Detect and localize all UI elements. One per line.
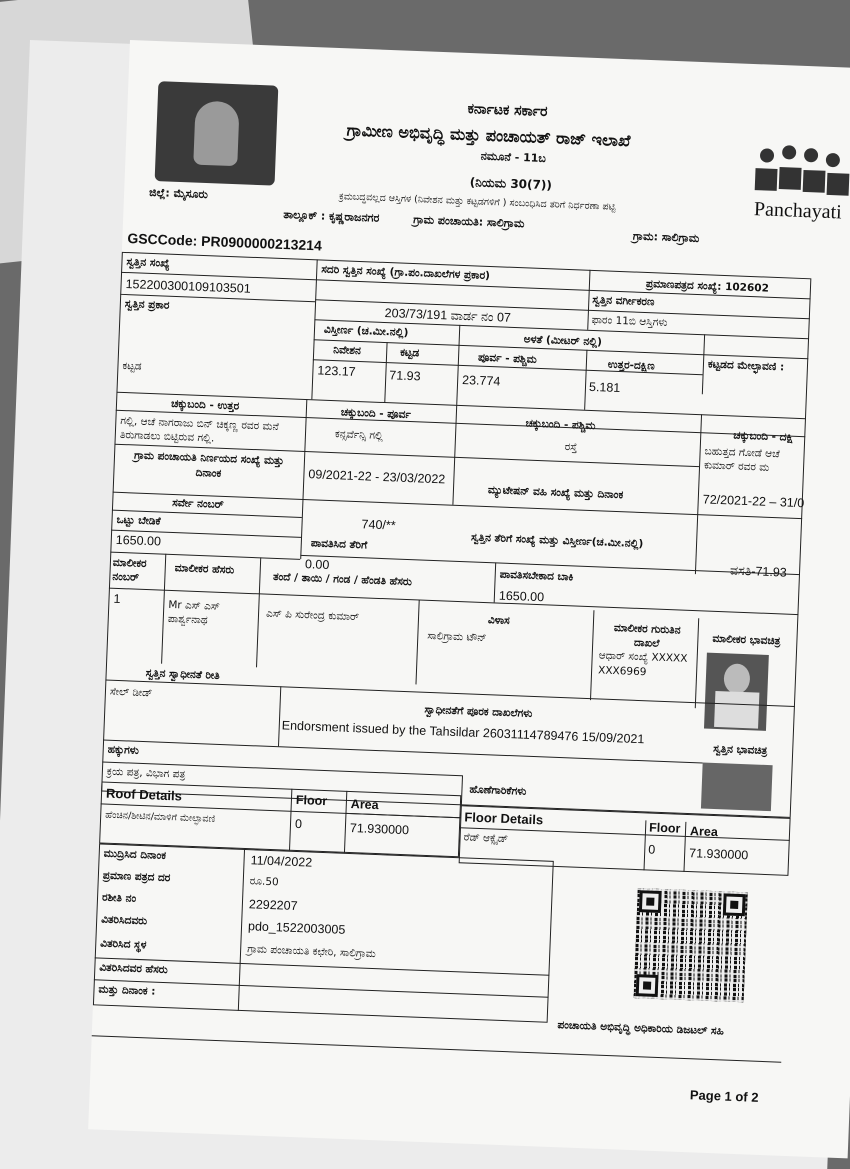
west-boundary: ರಸ್ತೆ (564, 440, 578, 454)
east-label: ಚಕ್ಕುಬಂದಿ - ಪೂರ್ವ (340, 406, 411, 422)
roof-area-label: Area (350, 797, 379, 813)
floor-desc-label: ಕಟ್ಟಡದ ಮೇಲ್ಛಾವಣಿ : (707, 358, 785, 374)
owner-idproof: ಆಧಾರ್ ಸಂಖ್ಯೆ XXXXXXXX6969 (597, 649, 688, 679)
ew-label: ಪೂರ್ವ - ಪಶ್ಚಿಮ (477, 351, 537, 366)
govt-name: ಕರ್ನಾಟಕ ಸರ್ಕಾರ (467, 101, 548, 121)
issuer-label: ವಿತರಿಸಿದವರು (100, 913, 148, 928)
gram-panchayat: ಗ್ರಾಮ ಪಂಚಾಯತಿ: ಸಾಲಿಗ್ರಾಮ (413, 213, 525, 231)
owner-no: 1 (113, 591, 121, 607)
digital-sign-label: ಪಂಚಾಯತಿ ಅಭಿವೃದ್ಧಿ ಅಧಿಕಾರಿಯ ಡಿಜಟಲ್ ಸಹಿ (557, 1019, 724, 1038)
receipt-value: 2292207 (248, 897, 298, 914)
gsc-code: GSCCode: PR0900000213214 (127, 230, 323, 254)
acq-value: ಸೇಲ್ ಡೀಡ್ (109, 685, 153, 700)
south-boundary: ಬಹುತ್ತದ ಗೋಡೆ ಆಚೆ ಕುಮಾರ್ ರವರ ಮ (703, 445, 780, 474)
paid-label: ಪಾವತಿಸಿದ ತೆರಿಗೆ (310, 537, 368, 552)
ew-value: 23.774 (461, 373, 501, 389)
property-photo (701, 763, 773, 812)
tax-area-value: ವಸತಿ-71.93 (729, 563, 788, 580)
subtitle: ಕ್ರಮಬದ್ಧವಲ್ಲದ ಆಸ್ತಿಗಳ (ನಿವೇಶನ ಮತ್ತು ಕಟ್ಟಡಗಳಿಗೆ ) ಸಂಬಂಧಿಸಿದ ತರಿಗೆ ನಿರ್ಧರಣಾ ಪಟ್ಟಿ (338, 191, 616, 213)
north-boundary: ಗಲ್ಲಿ, ಆಚೆ ನಾಗರಾಜು ಬಿನ್ ಚಿಕ್ಕಣ್ಣ ರವರ ಮನೆ ತಿರುಗಾಡಲು ಬಿಟ್ಟಿರುವ ಗಲ್ಲಿ. (119, 414, 279, 445)
taluk: ತಾಲ್ಲೂಕ್ : ಕೃಷ್ಣರಾಜನಗರ (283, 208, 380, 225)
karnataka-emblem-icon (155, 81, 279, 186)
site-area: 123.17 (317, 363, 356, 379)
receipt-label: ರಶೀತಿ ನಂ (101, 891, 137, 905)
page-number: Page 1 of 2 (689, 1087, 759, 1105)
support-value: Endorsment issued by the Tahsildar 26031114789476 15/09/2021 (281, 718, 645, 747)
form-number: ನಮೂನೆ - 11ಬ (480, 149, 547, 166)
floor-title: Floor Details (464, 809, 544, 828)
tax-area-label: ಸ್ವತ್ತಿನ ತೆರಿಗೆ ಸಂಖ್ಯೆ ಮತ್ತು ವಿಸ್ತೀರ್ಣ(ಚ.ಮೀ.ನಲ್ಲಿ) (470, 531, 644, 551)
print-date-label: ಮುದ್ರಿಸಿದ ದಿನಾಂಕ (103, 847, 167, 862)
type-value: ಕಟ್ಟಡ (122, 359, 142, 373)
class-label: ಸ್ವತ್ತಿನ ವರ್ಗೀಕರಣ (592, 293, 655, 309)
survey-value: 740/** (361, 517, 396, 533)
issuer-value: pdo_1522003005 (247, 919, 346, 937)
dept-name: ಗ್ರಾಮೀಣ ಅಭಿವೃದ್ಧಿ ಮತ್ತು ಪಂಚಾಯತ್ ರಾಜ್ ಇಲಾಖೆ (346, 120, 631, 151)
paid-value: 0.00 (304, 557, 330, 573)
north-label: ಚಕ್ಕುಬಂದಿ - ಉತ್ತರ (170, 397, 240, 413)
roof-title: Roof Details (105, 785, 183, 804)
area-label: ವಿಸ್ತೀರ್ಣ (ಚ.ಮೀ.ನಲ್ಲಿ) (323, 323, 409, 339)
father-name: ಎಸ್ ಪಿ ಸುರೇಂದ್ರ ಕುಮಾರ್ (265, 607, 360, 624)
mutation-value: 72/2021-22 – 31/0 (702, 492, 805, 511)
village: ಗ್ರಾಮ: ಸಾಲಿಗ್ರಾಮ (632, 229, 700, 245)
floor-area: 71.930000 (688, 846, 749, 863)
logo-text: Panchayati (753, 198, 843, 224)
rights-label: ಹಕ್ಕುಗಳು (107, 743, 140, 757)
roof-area: 71.930000 (349, 821, 410, 838)
resolution-label: ಗ್ರಾಮ ಪಂಚಾಯತಿ ನಿರ್ಣಯದ ಸಂಖ್ಯೆ ಮತ್ತು ದಿನಾಂಕ (133, 449, 285, 480)
owner-photo-label: ಮಾಲೀಕರ ಭಾವಚಿತ್ರ (712, 632, 781, 648)
resolution-value: 09/2021-22 - 23/03/2022 (308, 467, 446, 487)
south-label: ಚಕ್ಕುಬಂದಿ - ದಕ್ಷಿ (733, 429, 794, 444)
owner-photo (704, 653, 769, 731)
gp-no: 203/73/191 ವಾರ್ಡ ನಂ 07 (384, 305, 512, 325)
roof-type: ಹೆಂಚಿನ/ಶೀಟಿನ/ಮಾಳಿಗೆ ಮೇಲ್ಛಾವಣಿ (105, 809, 216, 825)
issuer-name-label: ವಿತರಿಸಿದವರ ಹೆಸರು (99, 961, 168, 977)
survey-label: ಸರ್ವೇ ನಂಬರ್ (172, 496, 224, 511)
print-date: 11/04/2022 (250, 853, 313, 870)
rule-number: (ನಿಯಮ 30(7)) (469, 175, 553, 193)
idproof-label: ಮಾಲೀಕರ ಗುರುತಿನ ದಾಖಲೆ (613, 622, 681, 650)
building-label: ಕಟ್ಟಡ (399, 346, 420, 360)
type-label: ಸ್ವತ್ತಿನ ಪ್ರಕಾರ (124, 298, 170, 312)
roof-floor: 0 (294, 816, 303, 832)
place-value: ಗ್ರಾಮ ಪಂಚಾಯತಿ ಕಛೇರಿ, ಸಾಲಿಗ್ರಾಮ (246, 943, 376, 961)
support-label: ಸ್ವಾಧೀನತೆಗೆ ಪೂರಕ ದಾಖಲೆಗಳು (424, 703, 533, 720)
floor-area-label: Area (689, 824, 719, 840)
panchayati-logo (753, 144, 850, 229)
date-label: ಮತ್ತು ದಿನಾಂಕ : (98, 983, 156, 998)
site-label: ನಿವೇಶನ (333, 344, 362, 358)
east-boundary: ಕನ್ಸರ್ವೆನ್ಸಿ ಗಲ್ಲಿ (334, 428, 384, 442)
mutation-label: ಮ್ಯುಟೇಷನ್ ವಹಿ ಸಂಖ್ಯೆ ಮತ್ತು ದಿನಾಂಕ (487, 484, 624, 502)
ns-label: ಉತ್ತರ-ದಕ್ಷಿಣ (607, 358, 655, 373)
balance-value: 1650.00 (498, 588, 545, 605)
floor-floor-label: Floor (648, 820, 681, 836)
floor-floor: 0 (648, 842, 656, 857)
dim-label: ಅಳತೆ (ಮೀಟರ್ ನಲ್ಲಿ) (523, 333, 603, 349)
demand-value: 1650.00 (115, 532, 162, 549)
balance-label: ಪಾವತಿಸಬೇಕಾದ ಬಾಕಿ (499, 568, 574, 584)
cert-number: ಪ್ರಮಾಣಪತ್ರದ ಸಂಖ್ಯೆ: 102602 (645, 277, 770, 295)
class-value: ಫಾರಂ 11ಬಿ ಆಸ್ತಿಗಳು (591, 313, 668, 329)
roof-floor-label: Floor (295, 792, 328, 809)
assessment-sheet (88, 40, 850, 1158)
qr-code-icon (634, 888, 748, 1002)
owner-no-label: ಮಾಲೀಕರ ನಂಬರ್ (112, 556, 147, 584)
fee-value: ರೂ.50 (249, 875, 279, 889)
demand-label: ಒಟ್ಟು ಬೇಡಿಕೆ (116, 513, 161, 528)
liabilities-label: ಹೊಣೆಗಾರಿಕೆಗಳು (469, 783, 527, 798)
rights-value: ಕ್ರಯ ಪತ್ರ, ವಿಭಾಗ ಪತ್ರ (106, 765, 186, 781)
prop-photo-label: ಸ್ವತ್ತಿನ ಭಾವಚಿತ್ರ (712, 742, 768, 757)
address-label: ವಿಳಾಸ (487, 614, 510, 628)
floor-type: ರೆಡ್ ಆಕ್ಸೈಡ್ (463, 831, 509, 846)
acq-label: ಸ್ವತ್ತಿನ ಸ್ವಾಧೀನತೆ ರೀತಿ (145, 667, 220, 682)
owner-name-label: ಮಾಲೀಕರ ಹೆಸರು (174, 562, 235, 577)
west-label: ಚಕ್ಕುಬಂದಿ - ಪಶ್ಚಿಮ (525, 417, 596, 433)
district: ಜಿಲ್ಲೆ: ಮೈಸೂರು (148, 185, 209, 202)
fee-label: ಪ್ರಮಾಣ ಪತ್ರದ ದರ (102, 869, 171, 885)
prop-no-label: ಸ್ವತ್ತಿನ ಸಂಖ್ಯೆ (126, 256, 170, 270)
father-label: ತಂದೆ / ತಾಯಿ / ಗಂಡ / ಹೆಂಡತಿ ಹೆಸರು (272, 570, 413, 589)
gp-no-label: ಸದರಿ ಸ್ವತ್ತಿನ ಸಂಖ್ಯೆ (ಗ್ರಾ.ಪಂ.ದಾಖಲೆಗಳ ಪ್ರಕಾರ) (321, 263, 491, 282)
owner-name: Mr ಎಸ್ ಎಸ್ ಪಾರ್ಶ್ವನಾಥ (167, 598, 221, 627)
owner-address: ಸಾಲಿಗ್ರಾಮ ಟೌನ್ (427, 629, 487, 645)
place-label: ವಿತರಿಸಿದ ಸ್ಥಳ (100, 937, 147, 952)
building-area: 71.93 (389, 368, 421, 384)
ns-value: 5.181 (588, 379, 621, 396)
prop-no: 152200300109103501 (125, 277, 251, 296)
